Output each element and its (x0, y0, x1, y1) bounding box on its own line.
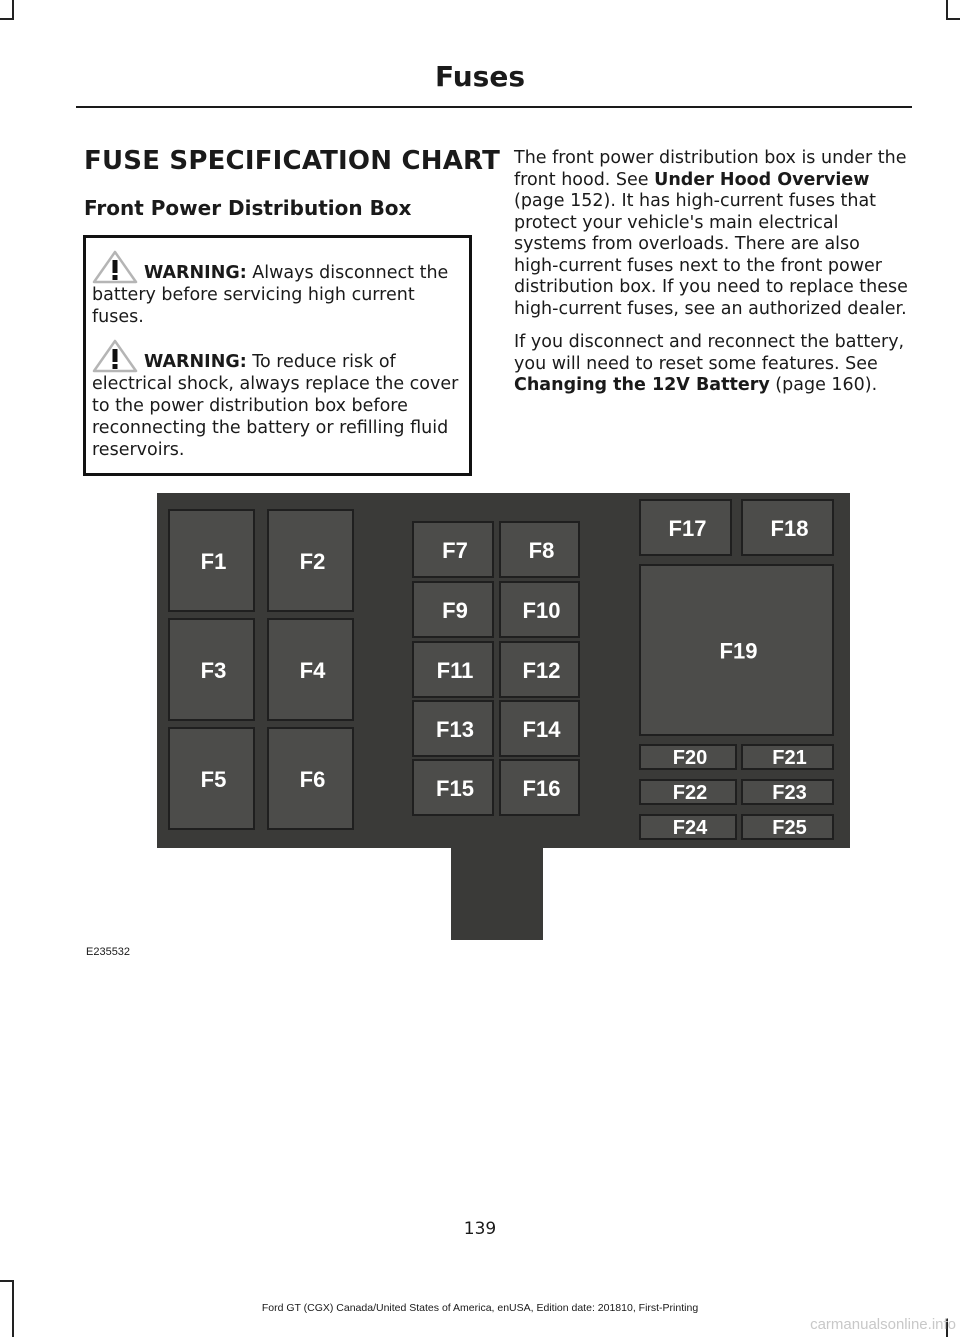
fuse-label: F24 (672, 817, 708, 839)
fuse-label: F25 (772, 817, 807, 839)
fuse-label: F15 (436, 776, 474, 801)
fuse-label: F10 (522, 598, 561, 623)
fuse-label: F3 (200, 658, 227, 683)
warning-label: WARNING: (144, 263, 247, 283)
fuse-label: F18 (770, 516, 809, 541)
cross-reference-link[interactable]: Under Hood Overview (654, 169, 870, 190)
fuse-label: F14 (522, 717, 561, 742)
fuse-label: F5 (200, 767, 227, 792)
section-subtitle: Front Power Distribution Box (84, 196, 412, 220)
fuse-label: F1 (200, 549, 227, 574)
fuse-label: F13 (436, 717, 474, 742)
text-span: (page 160). (769, 375, 878, 395)
fuse-label: F16 (522, 776, 561, 801)
fuse-label: F23 (772, 782, 807, 804)
fuse-label: F22 (672, 782, 708, 804)
fuse-label: F6 (299, 767, 326, 792)
fuse-label: F19 (719, 638, 758, 664)
fuse-label: F4 (299, 658, 326, 683)
fuse-label: F9 (442, 598, 468, 623)
page-number: 139 (463, 1219, 497, 1239)
fuse-label: F12 (522, 658, 561, 683)
warning-text: Always disconnect the battery before servicing high current fuses. (92, 263, 449, 327)
fuse-label: F11 (436, 658, 474, 683)
fuse-label: F2 (299, 549, 326, 574)
fuse-box-connector (451, 848, 543, 940)
warning-label: WARNING: (144, 352, 247, 372)
footer-text: Ford GT (CGX) Canada/United States of America, enUSA, Edition date: 201810, First-Printing (261, 1302, 699, 1314)
fuse-label: F20 (672, 747, 708, 769)
fuse-label: F8 (528, 538, 555, 563)
page-header-title: Fuses (435, 60, 525, 93)
fuse-label: F7 (442, 538, 468, 563)
cross-reference-link[interactable]: Changing the 12V Battery (514, 375, 770, 395)
warning-text: To reduce risk of electrical shock, always replace the cover to the power distribution box before reconnecting the battery or refilling fluid reservoirs. (92, 352, 459, 460)
text-span: If you disconnect and reconnect the battery, you will need to reset some features. See (514, 332, 905, 374)
section-title: FUSE SPECIFICATION CHART (84, 146, 501, 176)
fuse-label: F21 (772, 747, 807, 769)
fuse-label: F17 (668, 516, 707, 541)
text-span: (page 152). It has high-current fuses that protect your vehicle's main electrical systems from overloads. There are also high-current fuses next to the front power distribution box. If you need to replace these high-current fuses, see an authorized dealer. (514, 191, 908, 319)
text-span: The front power distribution box is under the front hood. See (514, 148, 907, 190)
watermark: carmanualsonline.info (810, 1316, 956, 1333)
figure-code: E235532 (86, 946, 131, 958)
